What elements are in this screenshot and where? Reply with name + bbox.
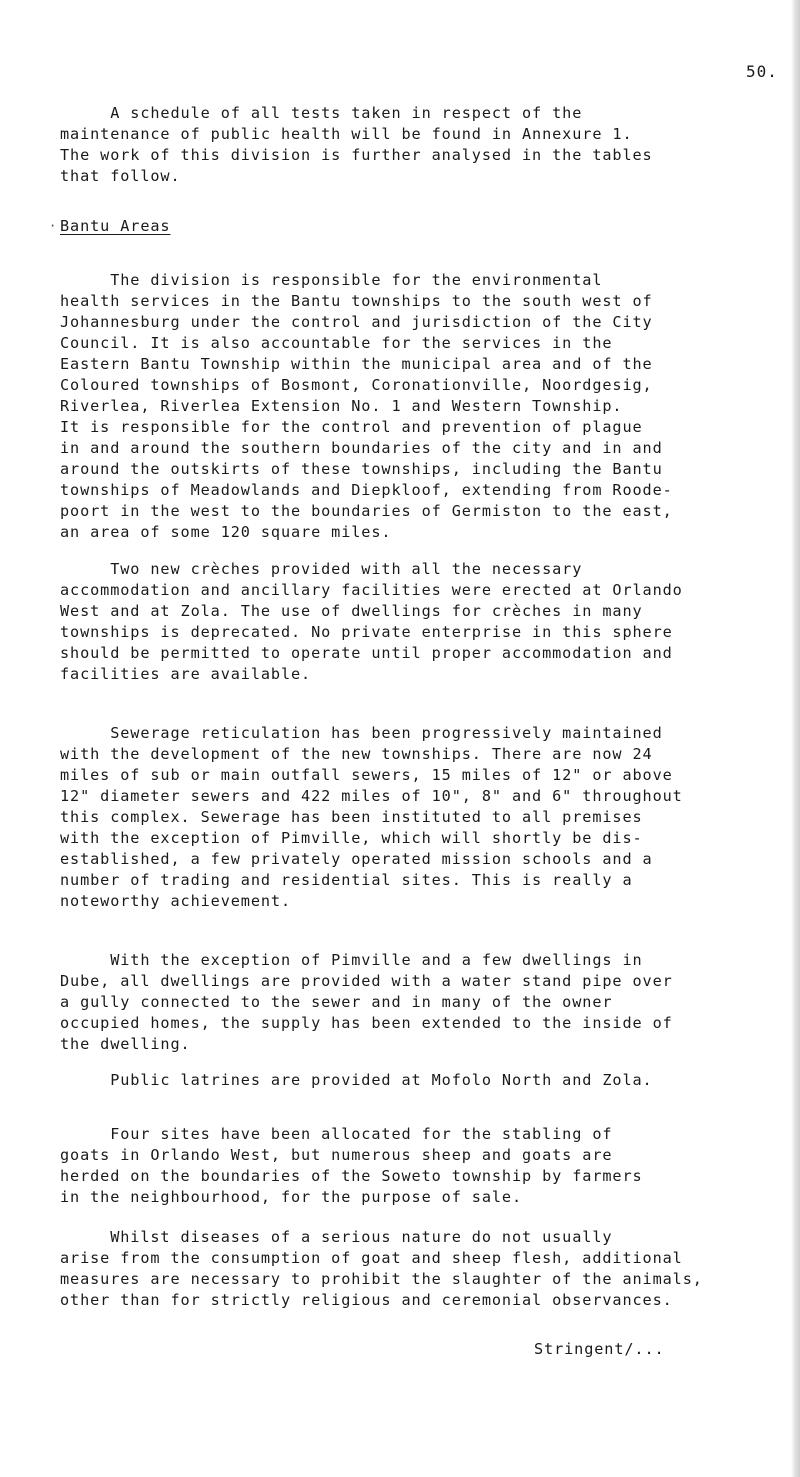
margin-mark: · — [49, 219, 57, 233]
section-heading: Bantu Areas — [60, 217, 171, 235]
paragraph-slaughter: Whilst diseases of a serious nature do not usually arise from the consumption of goat and sheep flesh, additional measures are necessary to prohibit the slaughter of the animals, other than for strictly religious and ceremonial observances. — [60, 1228, 703, 1309]
page-number: 50. — [746, 62, 778, 81]
paragraph-latrines: Public latrines are provided at Mofolo North and Zola. — [60, 1071, 653, 1089]
intro-paragraph: A schedule of all tests taken in respect of the maintenance of public health will be found in Annexure 1. The work of this division is further analysed in the tables that follow. — [60, 104, 653, 185]
paragraph-water-supply: With the exception of Pimville and a few dwellings in Dube, all dwellings are provided with a water stand pipe over a gully connected to the sewer and in many of the owner occupied homes, the supply has been extended to the inside of the dwelling. — [60, 951, 673, 1053]
scan-edge-shadow — [791, 0, 800, 1477]
paragraph-responsibilities: The division is responsible for the environmental health services in the Bantu townships to the south west of Johannesburg under the control and jurisdiction of the City Council. It is also accountable for the services in the Eastern Bantu Township within the municipal area and of the Coloured townships of Bosmont, Coronationville, Noordgesig, Riverlea, Riverlea Extension No. 1 and Western Township. It is responsible for the control and prevention of plague in and around the southern boundaries of the city and in and around the outskirts of these townships, including the Bantu townships of Meadowlands and Diepkloof, extending from Roode- poort in the west to the boundaries of Germiston to the east, an area of some 120 square miles. — [60, 271, 673, 541]
continuation-catchword: Stringent/... — [534, 1340, 665, 1358]
paragraph-sewerage: Sewerage reticulation has been progressively maintained with the development of the new townships. There are now 24 miles of sub or main outfall sewers, 15 miles of 12" or above 12" diameter sewers and 422 miles of 10", 8" and 6" throughout this complex. Sewerage has been instituted to all premises with the exception of Pimville, which will shortly be dis- established, a few privately operated mission schools and a number of trading and residential sites. This is really a noteworthy achievement. — [60, 724, 683, 910]
paragraph-goats: Four sites have been allocated for the stabling of goats in Orlando West, but numerous sheep and goats are herded on the boundaries of the Soweto township by farmers in the neighbourhood, for the purpose of sale. — [60, 1125, 643, 1206]
paragraph-creches: Two new crèches provided with all the necessary accommodation and ancillary facilities were erected at Orlando West and at Zola. The use of dwellings for crèches in many townships is deprecated. No private enterprise in this sphere should be permitted to operate until proper accommodation and facilities are available. — [60, 560, 683, 683]
